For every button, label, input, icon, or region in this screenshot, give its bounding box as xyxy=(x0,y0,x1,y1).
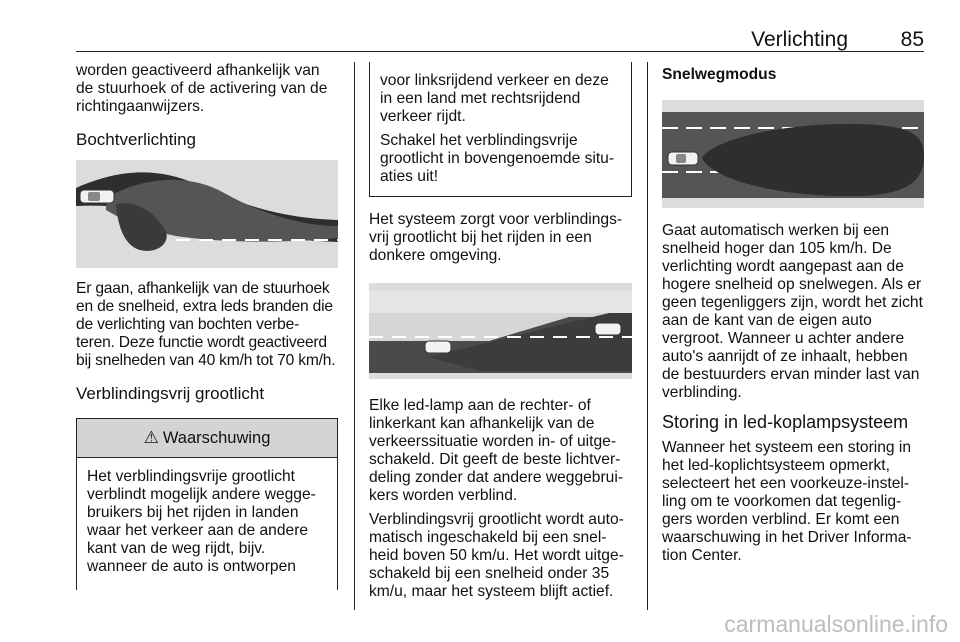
section-heading-bochtverlichting: Bochtverlichting xyxy=(76,130,197,149)
glare-free-led-text: Elke led-lamp aan de rechter- of linkerkant kan afhankelijk van de verkeerssituatie worden in- of uitge- schakeld. Dit geeft de beste lichtver- deling zonder dat andere weggebrui- kers worden verblind. xyxy=(369,397,624,504)
warning-text: Het verblindingsvrije grootlicht verblindt mogelijk andere wegge- bruikers bij het rijden in landen waar het verkeer aan de andere kant van de weg rijdt, bijv. wanneer de auto is ontworpen xyxy=(87,468,316,575)
motorway-mode-text: Gaat automatisch werken bij een snelheid hoger dan 105 km/h. De verlichting wordt aangepast aan de hogere snelheid op snelwegen. Als er geen tegenliggers zijn, wordt het zicht aan de kant van de eigen auto vergroot. Wanneer u achter andere auto's aanrijdt of ze inhaalt, hebben de bestuurders ervan minder last van verblinding. xyxy=(662,222,923,401)
warning-continued-text-2: Schakel het verblindingsvrije grootlicht in bovengenoemde situ- aties uit! xyxy=(380,132,615,185)
column-divider-left xyxy=(354,62,355,610)
column-2 xyxy=(369,62,632,607)
chapter-title: Verlichting xyxy=(751,28,848,51)
watermark: carmanualsonline.info xyxy=(724,611,948,637)
column-divider-right xyxy=(647,62,648,610)
warning-box xyxy=(76,418,338,590)
warning-title: Waarschuwing xyxy=(162,428,271,447)
column-3 xyxy=(662,62,924,571)
warning-body xyxy=(77,458,337,590)
warning-header xyxy=(77,418,337,458)
page-header xyxy=(0,0,960,52)
section-heading-snelwegmodus: Snelwegmodus xyxy=(662,66,777,83)
warning-box-continued xyxy=(369,62,632,197)
glare-free-highbeam-illustration xyxy=(369,283,632,379)
glare-free-speed-text: Verblindingsvrij grootlicht wordt auto- matisch ingeschakeld bij een snel- heid boven 50 km/u. Het wordt uitge- schakeld bij een snelheid onder 35 km/u, maar het systeem blijft actief. xyxy=(369,511,624,600)
page-number: 85 xyxy=(900,28,924,51)
led-fault-text: Wanneer het systeem een storing in het led-koplichtsysteem opmerkt, selecteert het een voorkeuze-instel- ling om te voorkomen dat tegenlig- gers worden verblind. Er komt een waarschuwing in het Driver Informa- tion Center. xyxy=(662,439,912,564)
section-heading-storing: Storing in led-koplampsysteem xyxy=(662,412,909,432)
header-rule xyxy=(76,51,924,52)
cornering-light-text: Er gaan, afhankelijk van de stuurhoek en de snelheid, extra leds branden die de verlichting van bochten verbe- teren. Deze functie wordt geactiveerd bij snelheden van 40 km/h tot 70 km/h. xyxy=(76,280,336,369)
glare-free-intro: Het systeem zorgt voor verblindings- vrij grootlicht bij het rijden in een donkere omgeving. xyxy=(369,211,623,264)
intro-text: worden geactiveerd afhankelijk van de stuurhoek of de activering van de richtingaanwijzers. xyxy=(76,62,328,115)
warning-triangle-icon: ⚠ xyxy=(143,428,159,447)
section-heading-verblindingsvrij: Verblindingsvrij grootlicht xyxy=(76,384,265,403)
warning-continued-text-1: voor linksrijdend verkeer en deze in een land met rechtsrijdend verkeer rijdt. xyxy=(380,72,609,125)
column-1 xyxy=(76,62,338,590)
cornering-light-illustration xyxy=(76,160,338,268)
motorway-mode-illustration xyxy=(662,100,924,208)
